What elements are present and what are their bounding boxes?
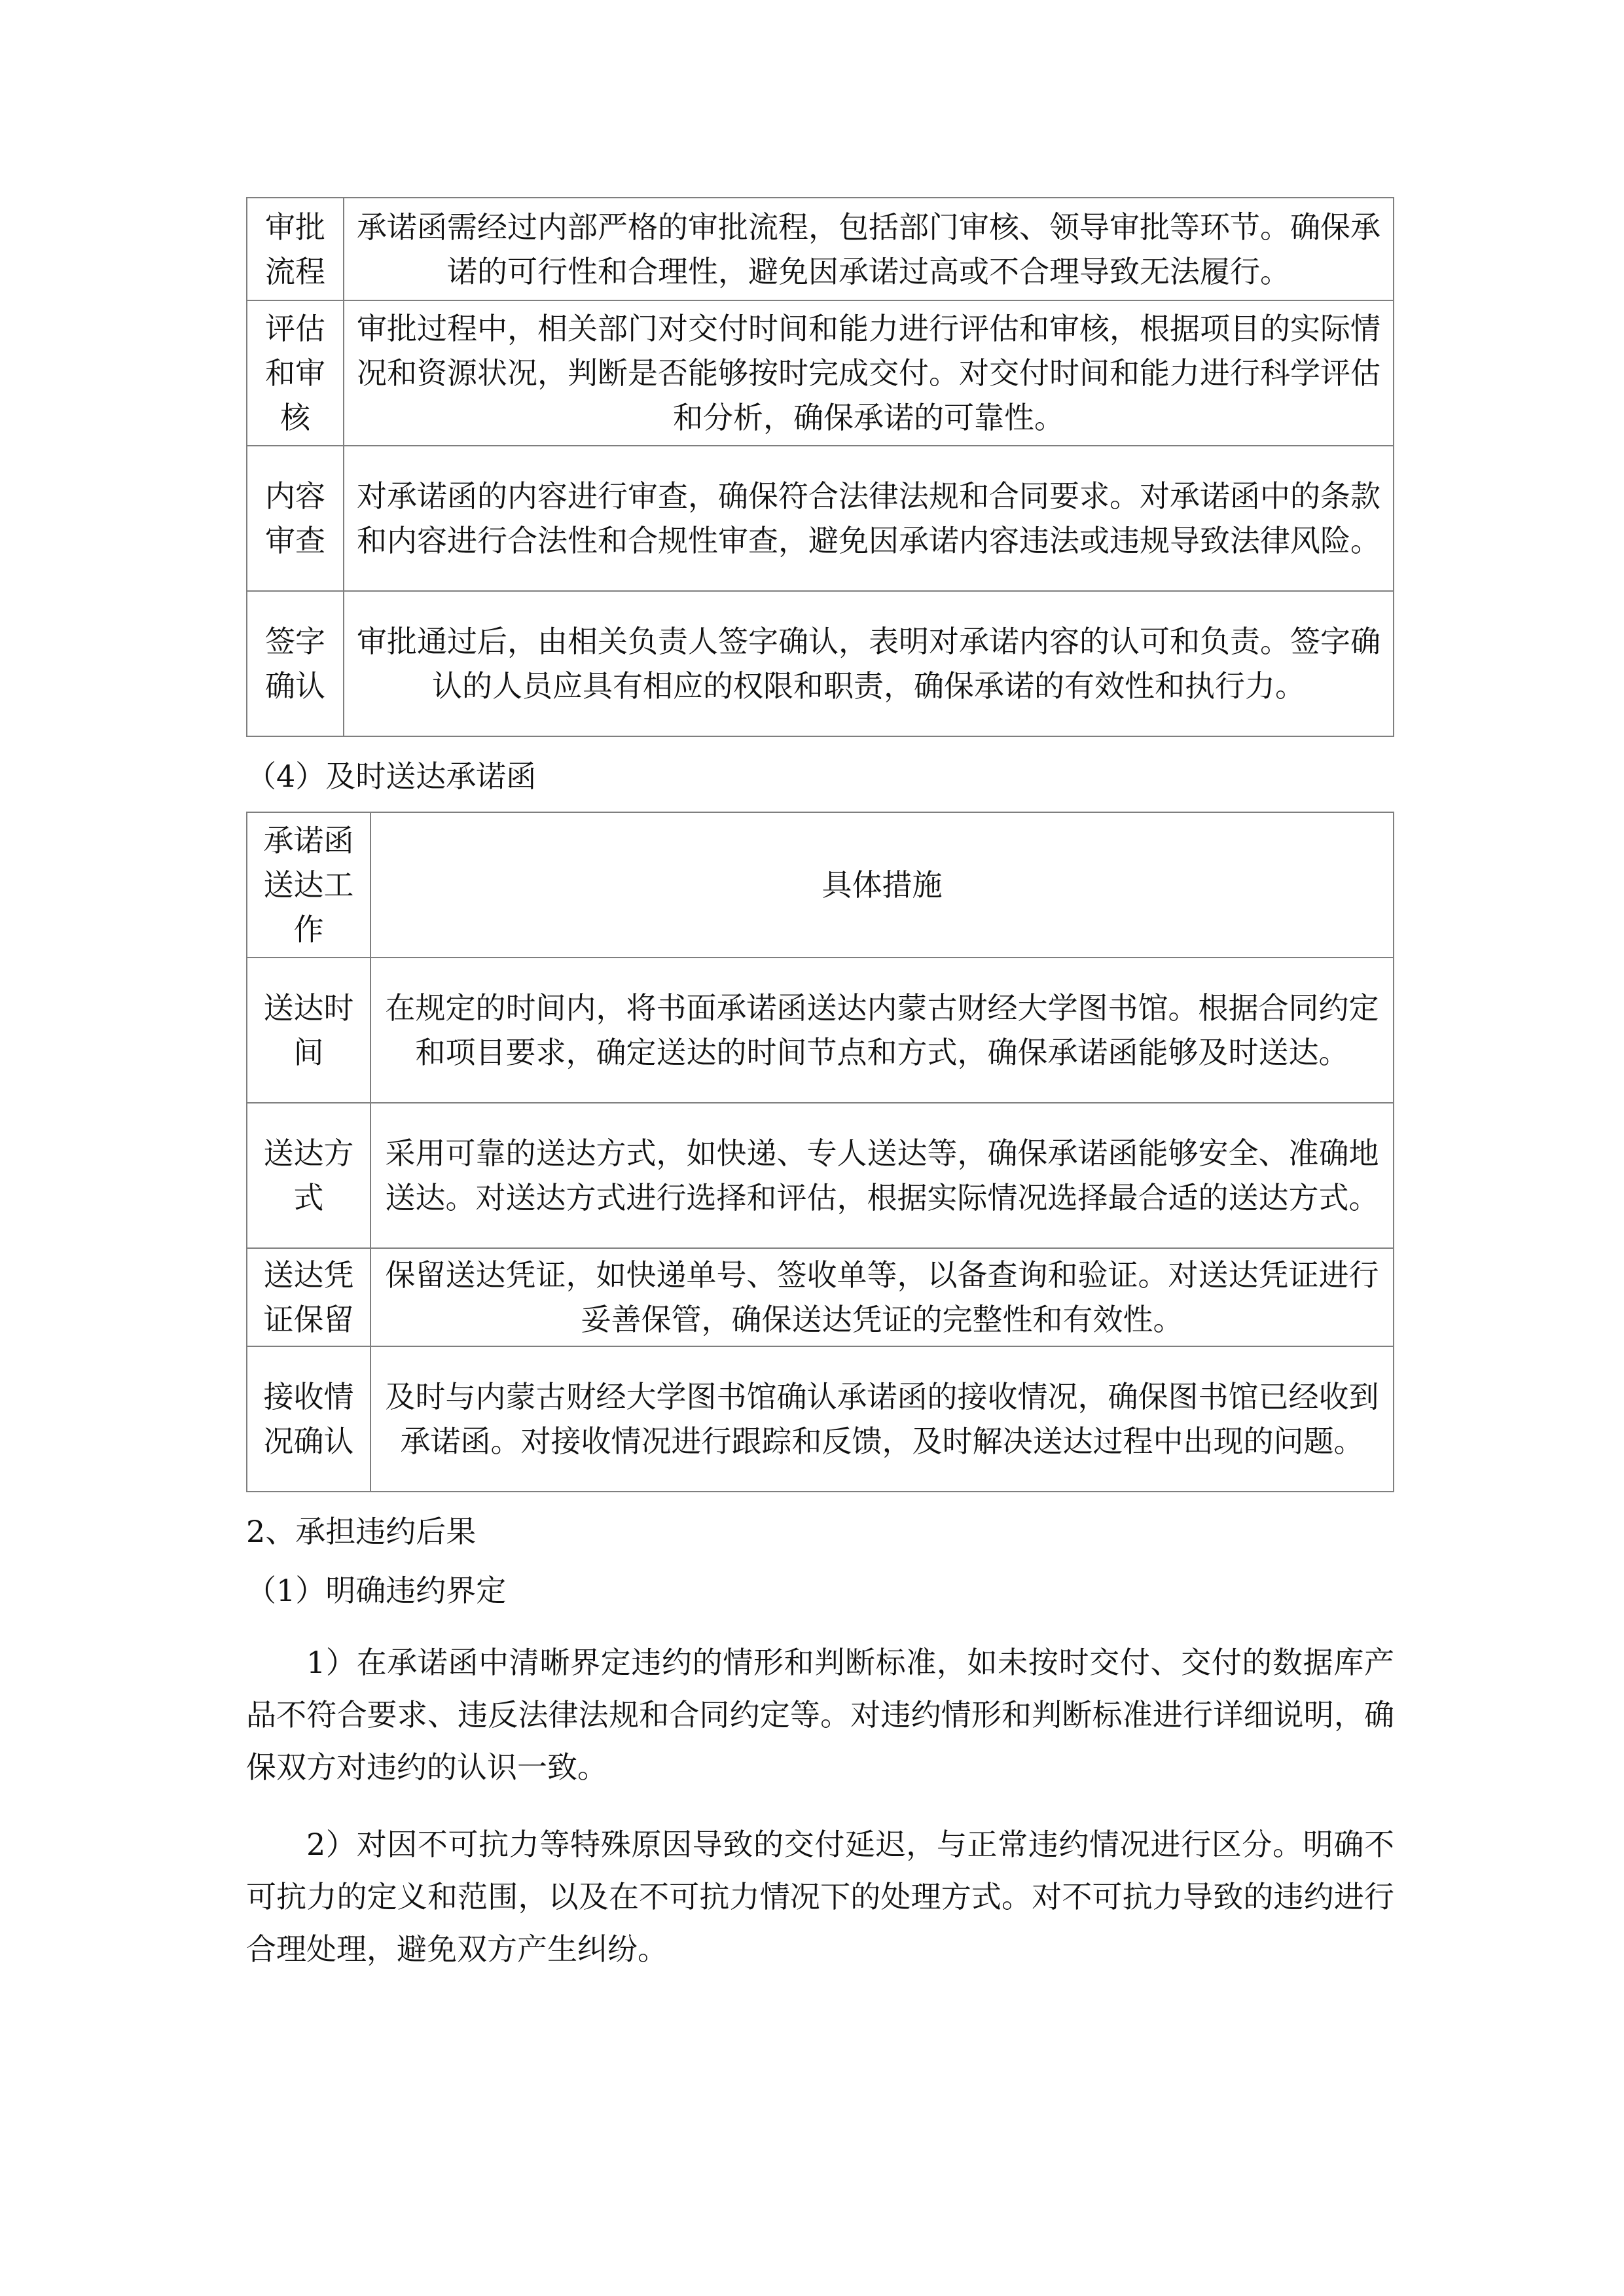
table-row (247, 1103, 1394, 1248)
table-row (247, 1346, 1394, 1492)
section-heading: （4）及时送达承诺函 (246, 759, 537, 794)
subsection-heading: （1）明确违约界定 (246, 1573, 507, 1608)
row-text: 保留送达凭证，如快递单号、签收单等，以备查询和验证。对送达凭证进行妥善保管，确保送达凭证的完整性和有效性。 (370, 1248, 1394, 1346)
row-text: 采用可靠的送达方式，如快递、专人送达等，确保承诺函能够安全、准确地送达。对送达方式进行选择和评估，根据实际情况选择最合适的送达方式。 (370, 1103, 1394, 1248)
body-paragraph: 2）对因不可抗力等特殊原因导致的交付延迟，与正常违约情况进行区分。明确不可抗力的定义和范围，以及在不可抗力情况下的处理方式。对不可抗力导致的违约进行合理处理，避免双方产生纠纷。 (246, 1827, 1394, 1967)
row-label: 内容审查 (247, 446, 344, 591)
table-row (247, 300, 1394, 446)
row-label: 送达凭证保留 (247, 1248, 370, 1346)
header-text: 具体措施 (370, 812, 1394, 958)
table-row (247, 958, 1394, 1103)
delivery-table (246, 812, 1394, 1492)
row-text: 在规定的时间内，将书面承诺函送达内蒙古财经大学图书馆。根据合同约定和项目要求，确定送达的时间节点和方式，确保承诺函能够及时送达。 (370, 958, 1394, 1103)
section-heading: 2、承担违约后果 (246, 1514, 477, 1549)
row-label: 送达时间 (247, 958, 370, 1103)
table-row (247, 591, 1394, 736)
row-text: 承诺函需经过内部严格的审批流程，包括部门审核、领导审批等环节。确保承诺的可行性和合理性，避免因承诺过高或不合理导致无法履行。 (344, 198, 1394, 300)
row-label: 签字确认 (247, 591, 344, 736)
row-label: 审批流程 (247, 198, 344, 300)
row-label: 评估和审核 (247, 300, 344, 446)
body-paragraph: 1）在承诺函中清晰界定违约的情形和判断标准，如未按时交付、交付的数据库产品不符合要求、违反法律法规和合同约定等。对违约情形和判断标准进行详细说明，确保双方对违约的认识一致。 (246, 1645, 1394, 1785)
row-text: 审批通过后，由相关负责人签字确认，表明对承诺内容的认可和负责。签字确认的人员应具有相应的权限和职责，确保承诺的有效性和执行力。 (344, 591, 1394, 736)
table-row (247, 446, 1394, 591)
table-row (247, 198, 1394, 300)
row-text: 审批过程中，相关部门对交付时间和能力进行评估和审核，根据项目的实际情况和资源状况，判断是否能够按时完成交付。对交付时间和能力进行科学评估和分析，确保承诺的可靠性。 (344, 300, 1394, 446)
row-label: 送达方式 (247, 1103, 370, 1248)
approval-table (246, 197, 1394, 737)
table-header-row (247, 812, 1394, 958)
table-row (247, 1248, 1394, 1346)
row-text: 对承诺函的内容进行审查，确保符合法律法规和合同要求。对承诺函中的条款和内容进行合法性和合规性审查，避免因承诺内容违法或违规导致法律风险。 (344, 446, 1394, 591)
row-text: 及时与内蒙古财经大学图书馆确认承诺函的接收情况，确保图书馆已经收到承诺函。对接收情况进行跟踪和反馈，及时解决送达过程中出现的问题。 (370, 1346, 1394, 1492)
header-label: 承诺函送达工作 (247, 812, 370, 958)
row-label: 接收情况确认 (247, 1346, 370, 1492)
